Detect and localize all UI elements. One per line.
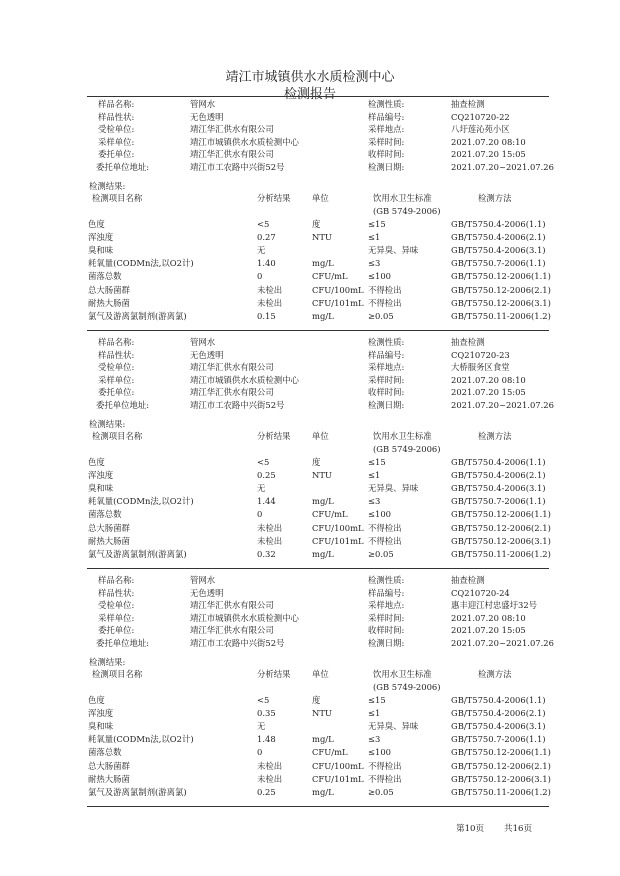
- section-rule: [87, 330, 549, 331]
- sampling-unit-value: 靖江市城镇供水水质检测中心: [190, 612, 299, 623]
- color-item: 色度: [88, 457, 105, 467]
- total-coliforms-result: 未检出: [257, 760, 283, 771]
- thermotolerant-coliforms-standard: 不得检出: [368, 535, 402, 546]
- odor-taste-result: 无: [257, 483, 266, 494]
- turbidity-item: 浑浊度: [88, 232, 114, 243]
- colony-count-method: GB/T5750.12-2006(1.1): [451, 271, 551, 282]
- oxygen-consumption-method: GB/T5750.7-2006(1.1): [451, 496, 546, 507]
- total-coliforms-result: 未检出: [257, 284, 283, 295]
- thermotolerant-coliforms-unit: CFU/101mL: [312, 535, 364, 546]
- oxygen-consumption-item: 耗氧量(CODMn法,以O2计): [88, 496, 194, 507]
- entrusted-value: 靖江华汇供水有限公司: [190, 124, 274, 134]
- color-method: GB/T5750.4-2006(1.1): [451, 695, 546, 705]
- column-header-item: 检测项目名称: [92, 431, 143, 441]
- colony-count-result: 0: [257, 509, 263, 520]
- section-rule: [87, 568, 549, 569]
- odor-taste-item: 臭和味: [88, 245, 114, 256]
- free-chlorine-standard: ≥0.05: [368, 310, 394, 321]
- total-coliforms-unit: CFU/100mL: [312, 522, 364, 533]
- turbidity-method: GB/T5750.4-2006(2.1): [451, 232, 546, 243]
- sampling-unit-label: 采样单位:: [98, 374, 135, 385]
- oxygen-consumption-standard: ≤3: [368, 258, 381, 269]
- colony-count-unit: CFU/mL: [312, 509, 348, 520]
- receive-time-label: 收样时间:: [368, 149, 405, 159]
- test-date-label: 检测日期:: [368, 399, 405, 410]
- sample-name-label: 样品名称:: [98, 575, 135, 585]
- thermotolerant-coliforms-method: GB/T5750.12-2006(3.1): [451, 297, 551, 308]
- odor-taste-result: 无: [257, 245, 266, 256]
- client-value: 靖江华汇供水有限公司: [190, 149, 274, 159]
- free-chlorine-unit: mg/L: [312, 548, 334, 559]
- location-label: 采样地点:: [368, 362, 405, 372]
- section-rule: [87, 806, 549, 807]
- test-nature-label: 检测性质:: [368, 337, 405, 347]
- color-unit: 度: [312, 219, 321, 229]
- entrusted-label: 受检单位:: [98, 600, 135, 610]
- sample-name-label: 样品名称:: [98, 99, 135, 109]
- column-header-standard: 饮用水卫生标准: [373, 431, 432, 441]
- sample-trait-label: 样品性状:: [98, 587, 135, 598]
- oxygen-consumption-result: 1.48: [257, 734, 276, 745]
- receive-time-label: 收样时间:: [368, 625, 405, 635]
- test-date-value: 2021.07.20~2021.07.26: [451, 161, 554, 172]
- receive-time-value: 2021.07.20 15:05: [451, 625, 526, 635]
- free-chlorine-standard: ≥0.05: [368, 548, 394, 559]
- colony-count-standard: ≤100: [368, 271, 392, 282]
- sample-no-label: 样品编号:: [368, 587, 405, 598]
- column-header-result: 分析结果: [257, 669, 291, 679]
- free-chlorine-unit: mg/L: [312, 786, 334, 797]
- turbidity-unit: NTU: [312, 708, 332, 719]
- odor-taste-method: GB/T5750.4-2006(3.1): [451, 245, 546, 256]
- sample-time-value: 2021.07.20 08:10: [451, 612, 526, 623]
- receive-time-value: 2021.07.20 15:05: [451, 387, 526, 397]
- column-header-unit: 单位: [312, 669, 329, 679]
- total-coliforms-standard: 不得检出: [368, 522, 402, 533]
- thermotolerant-coliforms-result: 未检出: [257, 535, 283, 546]
- sample-no-value: CQ210720-23: [451, 349, 510, 360]
- total-coliforms-standard: 不得检出: [368, 284, 402, 295]
- colony-count-item: 菌落总数: [88, 747, 122, 758]
- free-chlorine-standard: ≥0.05: [368, 786, 394, 797]
- thermotolerant-coliforms-method: GB/T5750.12-2006(3.1): [451, 773, 551, 784]
- color-standard: ≤15: [368, 219, 386, 229]
- colony-count-result: 0: [257, 747, 263, 758]
- thermotolerant-coliforms-result: 未检出: [257, 297, 283, 308]
- sample-no-value: CQ210720-22: [451, 111, 510, 122]
- column-header-method: 检测方法: [478, 193, 512, 203]
- free-chlorine-method: GB/T5750.11-2006(1.2): [451, 548, 551, 559]
- color-result: <5: [257, 457, 270, 467]
- turbidity-item: 浑浊度: [88, 470, 114, 481]
- location-label: 采样地点:: [368, 124, 405, 134]
- total-coliforms-standard: 不得检出: [368, 760, 402, 771]
- client-addr-value: 靖江市工农路中兴街52号: [190, 399, 285, 410]
- colony-count-item: 菌落总数: [88, 509, 122, 520]
- location-value: 惠丰迎江村忠盛圩32号: [451, 600, 538, 610]
- sample-time-label: 采样时间:: [368, 612, 405, 623]
- client-addr-value: 靖江市工农路中兴街52号: [190, 161, 285, 172]
- odor-taste-item: 臭和味: [88, 721, 114, 732]
- free-chlorine-result: 0.15: [257, 310, 276, 321]
- odor-taste-method: GB/T5750.4-2006(3.1): [451, 721, 546, 732]
- turbidity-result: 0.35: [257, 708, 276, 719]
- oxygen-consumption-item: 耗氧量(CODMn法,以O2计): [88, 734, 194, 745]
- sampling-unit-value: 靖江市城镇供水水质检测中心: [190, 374, 299, 385]
- color-item: 色度: [88, 219, 105, 229]
- column-header-standard: 饮用水卫生标准: [373, 193, 432, 203]
- sampling-unit-value: 靖江市城镇供水水质检测中心: [190, 136, 299, 147]
- sampling-unit-label: 采样单位:: [98, 612, 135, 623]
- total-coliforms-result: 未检出: [257, 522, 283, 533]
- oxygen-consumption-result: 1.44: [257, 496, 276, 507]
- free-chlorine-result: 0.32: [257, 548, 276, 559]
- location-value: 大桥服务区食堂: [451, 362, 510, 372]
- test-date-value: 2021.07.20~2021.07.26: [451, 399, 554, 410]
- total-coliforms-unit: CFU/100mL: [312, 284, 364, 295]
- location-label: 采样地点:: [368, 600, 405, 610]
- test-nature-value: 抽查检测: [451, 337, 485, 347]
- oxygen-consumption-unit: mg/L: [312, 734, 334, 745]
- total-coliforms-unit: CFU/100mL: [312, 760, 364, 771]
- turbidity-method: GB/T5750.4-2006(2.1): [451, 708, 546, 719]
- sample-time-label: 采样时间:: [368, 136, 405, 147]
- thermotolerant-coliforms-standard: 不得检出: [368, 773, 402, 784]
- colony-count-method: GB/T5750.12-2006(1.1): [451, 509, 551, 520]
- color-method: GB/T5750.4-2006(1.1): [451, 219, 546, 229]
- test-date-value: 2021.07.20~2021.07.26: [451, 637, 554, 648]
- sample-name-label: 样品名称:: [98, 337, 135, 347]
- sampling-unit-label: 采样单位:: [98, 136, 135, 147]
- free-chlorine-method: GB/T5750.11-2006(1.2): [451, 310, 551, 321]
- test-nature-value: 抽查检测: [451, 99, 485, 109]
- turbidity-unit: NTU: [312, 232, 332, 243]
- test-date-label: 检测日期:: [368, 637, 405, 648]
- sample-trait-value: 无色透明: [190, 587, 224, 598]
- client-label: 委托单位:: [98, 149, 135, 159]
- turbidity-standard: ≤1: [368, 232, 381, 243]
- results-label: 检测结果:: [89, 419, 126, 429]
- total-coliforms-method: GB/T5750.12-2006(2.1): [451, 522, 551, 533]
- client-addr-value: 靖江市工农路中兴街52号: [190, 637, 285, 648]
- oxygen-consumption-method: GB/T5750.7-2006(1.1): [451, 258, 546, 269]
- free-chlorine-item: 氯气及游离氯制剂(游离氯): [88, 786, 187, 797]
- colony-count-unit: CFU/mL: [312, 747, 348, 758]
- column-header-standard-code: (GB 5749-2006): [373, 444, 441, 454]
- column-header-standard-code: (GB 5749-2006): [373, 682, 441, 692]
- free-chlorine-unit: mg/L: [312, 310, 334, 321]
- turbidity-standard: ≤1: [368, 470, 381, 481]
- test-date-label: 检测日期:: [368, 161, 405, 172]
- total-coliforms-method: GB/T5750.12-2006(2.1): [451, 760, 551, 771]
- client-label: 委托单位:: [98, 625, 135, 635]
- colony-count-method: GB/T5750.12-2006(1.1): [451, 747, 551, 758]
- odor-taste-item: 臭和味: [88, 483, 114, 494]
- odor-taste-standard: 无异臭、异味: [368, 483, 419, 494]
- sample-name-value: 管网水: [190, 337, 216, 347]
- thermotolerant-coliforms-standard: 不得检出: [368, 297, 402, 308]
- results-label: 检测结果:: [89, 657, 126, 667]
- column-header-item: 检测项目名称: [92, 669, 143, 679]
- column-header-result: 分析结果: [257, 431, 291, 441]
- oxygen-consumption-standard: ≤3: [368, 734, 381, 745]
- color-unit: 度: [312, 695, 321, 705]
- column-header-standard: 饮用水卫生标准: [373, 669, 432, 679]
- oxygen-consumption-unit: mg/L: [312, 496, 334, 507]
- org-title: 靖江市城镇供水水质检测中心: [225, 70, 395, 85]
- free-chlorine-method: GB/T5750.11-2006(1.2): [451, 786, 551, 797]
- oxygen-consumption-method: GB/T5750.7-2006(1.1): [451, 734, 546, 745]
- turbidity-result: 0.27: [257, 232, 276, 243]
- entrusted-value: 靖江华汇供水有限公司: [190, 600, 274, 610]
- sample-no-value: CQ210720-24: [451, 587, 510, 598]
- column-header-unit: 单位: [312, 193, 329, 203]
- thermotolerant-coliforms-item: 耐热大肠菌: [88, 535, 130, 546]
- sample-time-label: 采样时间:: [368, 374, 405, 385]
- sample-trait-value: 无色透明: [190, 349, 224, 360]
- colony-count-item: 菌落总数: [88, 271, 122, 282]
- test-nature-label: 检测性质:: [368, 99, 405, 109]
- oxygen-consumption-unit: mg/L: [312, 258, 334, 269]
- column-header-method: 检测方法: [478, 669, 512, 679]
- sample-trait-label: 样品性状:: [98, 111, 135, 122]
- client-addr-label: 委托单位地址:: [96, 637, 150, 648]
- total-coliforms-item: 总大肠菌群: [88, 284, 130, 295]
- client-label: 委托单位:: [98, 387, 135, 397]
- turbidity-unit: NTU: [312, 470, 332, 481]
- receive-time-label: 收样时间:: [368, 387, 405, 397]
- sample-name-value: 管网水: [190, 575, 216, 585]
- turbidity-item: 浑浊度: [88, 708, 114, 719]
- thermotolerant-coliforms-unit: CFU/101mL: [312, 297, 364, 308]
- thermotolerant-coliforms-method: GB/T5750.12-2006(3.1): [451, 535, 551, 546]
- color-unit: 度: [312, 457, 321, 467]
- location-value: 八圩莲沁苑小区: [451, 124, 510, 134]
- test-nature-label: 检测性质:: [368, 575, 405, 585]
- thermotolerant-coliforms-result: 未检出: [257, 773, 283, 784]
- odor-taste-result: 无: [257, 721, 266, 732]
- free-chlorine-item: 氯气及游离氯制剂(游离氯): [88, 548, 187, 559]
- sample-no-label: 样品编号:: [368, 349, 405, 360]
- colony-count-result: 0: [257, 271, 263, 282]
- column-header-item: 检测项目名称: [92, 193, 143, 203]
- turbidity-method: GB/T5750.4-2006(2.1): [451, 470, 546, 481]
- sample-time-value: 2021.07.20 08:10: [451, 374, 526, 385]
- oxygen-consumption-result: 1.40: [257, 258, 276, 269]
- thermotolerant-coliforms-item: 耐热大肠菌: [88, 297, 130, 308]
- turbidity-result: 0.25: [257, 470, 276, 481]
- results-label: 检测结果:: [89, 181, 126, 191]
- receive-time-value: 2021.07.20 15:05: [451, 149, 526, 159]
- page-number: 第10页: [456, 824, 485, 834]
- sample-trait-label: 样品性状:: [98, 349, 135, 360]
- color-item: 色度: [88, 695, 105, 705]
- client-addr-label: 委托单位地址:: [96, 399, 150, 410]
- client-addr-label: 委托单位地址:: [96, 161, 150, 172]
- sample-no-label: 样品编号:: [368, 111, 405, 122]
- entrusted-value: 靖江华汇供水有限公司: [190, 362, 274, 372]
- entrusted-label: 受检单位:: [98, 362, 135, 372]
- total-coliforms-item: 总大肠菌群: [88, 522, 130, 533]
- color-standard: ≤15: [368, 457, 386, 467]
- client-value: 靖江华汇供水有限公司: [190, 387, 274, 397]
- client-value: 靖江华汇供水有限公司: [190, 625, 274, 635]
- odor-taste-standard: 无异臭、异味: [368, 245, 419, 256]
- free-chlorine-result: 0.25: [257, 786, 276, 797]
- colony-count-standard: ≤100: [368, 747, 392, 758]
- sample-name-value: 管网水: [190, 99, 216, 109]
- page-total: 共16页: [504, 824, 533, 834]
- odor-taste-standard: 无异臭、异味: [368, 721, 419, 732]
- report-title: 检测报告: [283, 87, 336, 102]
- column-header-standard-code: (GB 5749-2006): [373, 206, 441, 216]
- column-header-method: 检测方法: [478, 431, 512, 441]
- thermotolerant-coliforms-item: 耐热大肠菌: [88, 773, 130, 784]
- color-result: <5: [257, 219, 270, 229]
- thermotolerant-coliforms-unit: CFU/101mL: [312, 773, 364, 784]
- color-method: GB/T5750.4-2006(1.1): [451, 457, 546, 467]
- entrusted-label: 受检单位:: [98, 124, 135, 134]
- total-coliforms-method: GB/T5750.12-2006(2.1): [451, 284, 551, 295]
- color-result: <5: [257, 695, 270, 705]
- colony-count-unit: CFU/mL: [312, 271, 348, 282]
- color-standard: ≤15: [368, 695, 386, 705]
- free-chlorine-item: 氯气及游离氯制剂(游离氯): [88, 310, 187, 321]
- total-coliforms-item: 总大肠菌群: [88, 760, 130, 771]
- column-header-result: 分析结果: [257, 193, 291, 203]
- sample-time-value: 2021.07.20 08:10: [451, 136, 526, 147]
- header-rule: [87, 96, 549, 97]
- colony-count-standard: ≤100: [368, 509, 392, 520]
- turbidity-standard: ≤1: [368, 708, 381, 719]
- odor-taste-method: GB/T5750.4-2006(3.1): [451, 483, 546, 494]
- sample-trait-value: 无色透明: [190, 111, 224, 122]
- oxygen-consumption-standard: ≤3: [368, 496, 381, 507]
- oxygen-consumption-item: 耗氧量(CODMn法,以O2计): [88, 258, 194, 269]
- test-nature-value: 抽查检测: [451, 575, 485, 585]
- column-header-unit: 单位: [312, 431, 329, 441]
